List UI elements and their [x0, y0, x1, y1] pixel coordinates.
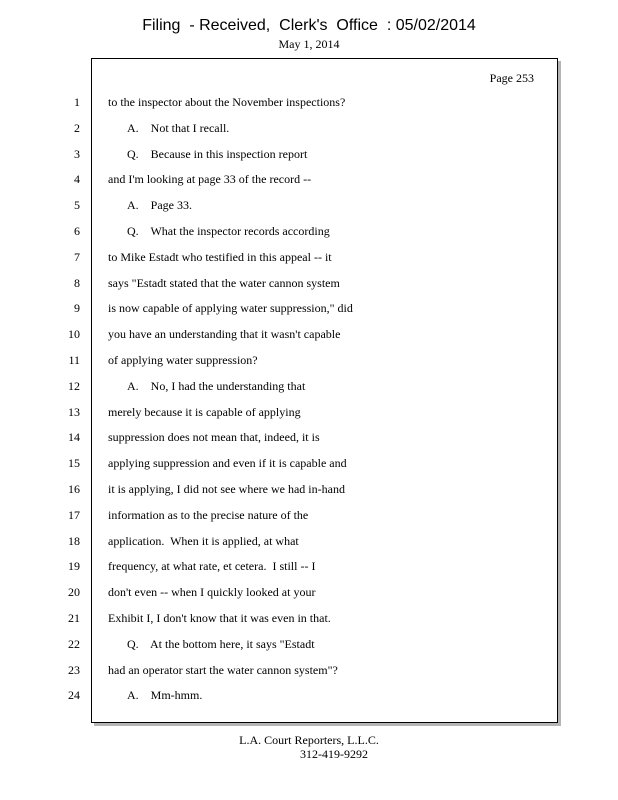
line-number: 10 — [68, 327, 80, 341]
transcript-line: to the inspector about the November inspections? — [108, 95, 346, 109]
line-number: 15 — [68, 456, 80, 470]
transcript-line: had an operator start the water cannon system"? — [108, 663, 338, 677]
line-number: 7 — [74, 250, 80, 264]
transcript-line: application. When it is applied, at what — [108, 534, 299, 548]
transcript-line: to Mike Estadt who testified in this appeal -- it — [108, 250, 332, 264]
transcript-line: merely because it is capable of applying — [108, 405, 301, 419]
transcript-line: it is applying, I did not see where we had in-hand — [108, 482, 345, 496]
line-number: 6 — [74, 224, 80, 238]
filing-stamp: Filing - Received, Clerk's Office : 05/02/2014 — [142, 17, 476, 34]
line-number: 8 — [74, 276, 80, 290]
line-number: 22 — [68, 637, 80, 651]
line-number: 4 — [74, 172, 80, 186]
transcript-line: frequency, at what rate, et cetera. I still -- I — [108, 559, 316, 573]
transcript-line: and I'm looking at page 33 of the record -- — [108, 172, 312, 186]
transcript-line: says "Estadt stated that the water cannon system — [108, 276, 340, 290]
page-number: Page 253 — [489, 71, 534, 85]
line-number: 19 — [68, 559, 80, 573]
transcript-line: suppression does not mean that, indeed, it is — [108, 430, 320, 444]
footer-company: L.A. Court Reporters, L.L.C. — [239, 733, 379, 747]
transcript-line: information as to the precise nature of the — [108, 508, 309, 522]
line-number: 18 — [68, 534, 80, 548]
transcript-line: A. Not that I recall. — [127, 121, 230, 135]
transcript-line: Q. At the bottom here, it says "Estadt — [127, 637, 315, 651]
line-number: 13 — [68, 405, 80, 419]
line-number: 11 — [68, 353, 80, 367]
line-number: 20 — [68, 585, 80, 599]
transcript-line: applying suppression and even if it is capable and — [108, 456, 347, 470]
transcript-line: of applying water suppression? — [108, 353, 258, 367]
transcript-line: is now capable of applying water suppression," did — [108, 301, 353, 315]
transcript-line: A. No, I had the understanding that — [127, 379, 306, 393]
line-number: 12 — [68, 379, 80, 393]
transcript-line: A. Page 33. — [127, 198, 192, 212]
line-number: 14 — [68, 430, 80, 444]
transcript-line: Exhibit I, I don't know that it was even in that. — [108, 611, 331, 625]
line-number: 21 — [68, 611, 80, 625]
line-number: 1 — [74, 95, 80, 109]
line-number: 5 — [74, 198, 80, 212]
transcript-line: Q. Because in this inspection report — [127, 147, 308, 161]
line-number: 2 — [74, 121, 80, 135]
transcript-line: Q. What the inspector records according — [127, 224, 330, 238]
line-number: 16 — [68, 482, 80, 496]
line-number: 24 — [68, 688, 80, 702]
line-number: 17 — [68, 508, 80, 522]
line-number: 3 — [74, 147, 80, 161]
footer-phone: 312-419-9292 — [300, 747, 368, 761]
line-number: 9 — [74, 301, 80, 315]
transcript-line: A. Mm-hmm. — [127, 688, 203, 702]
transcript-line: you have an understanding that it wasn't capable — [108, 327, 341, 341]
transcript-date: May 1, 2014 — [278, 37, 340, 51]
transcript-line: don't even -- when I quickly looked at your — [108, 585, 316, 599]
line-number: 23 — [68, 663, 80, 677]
